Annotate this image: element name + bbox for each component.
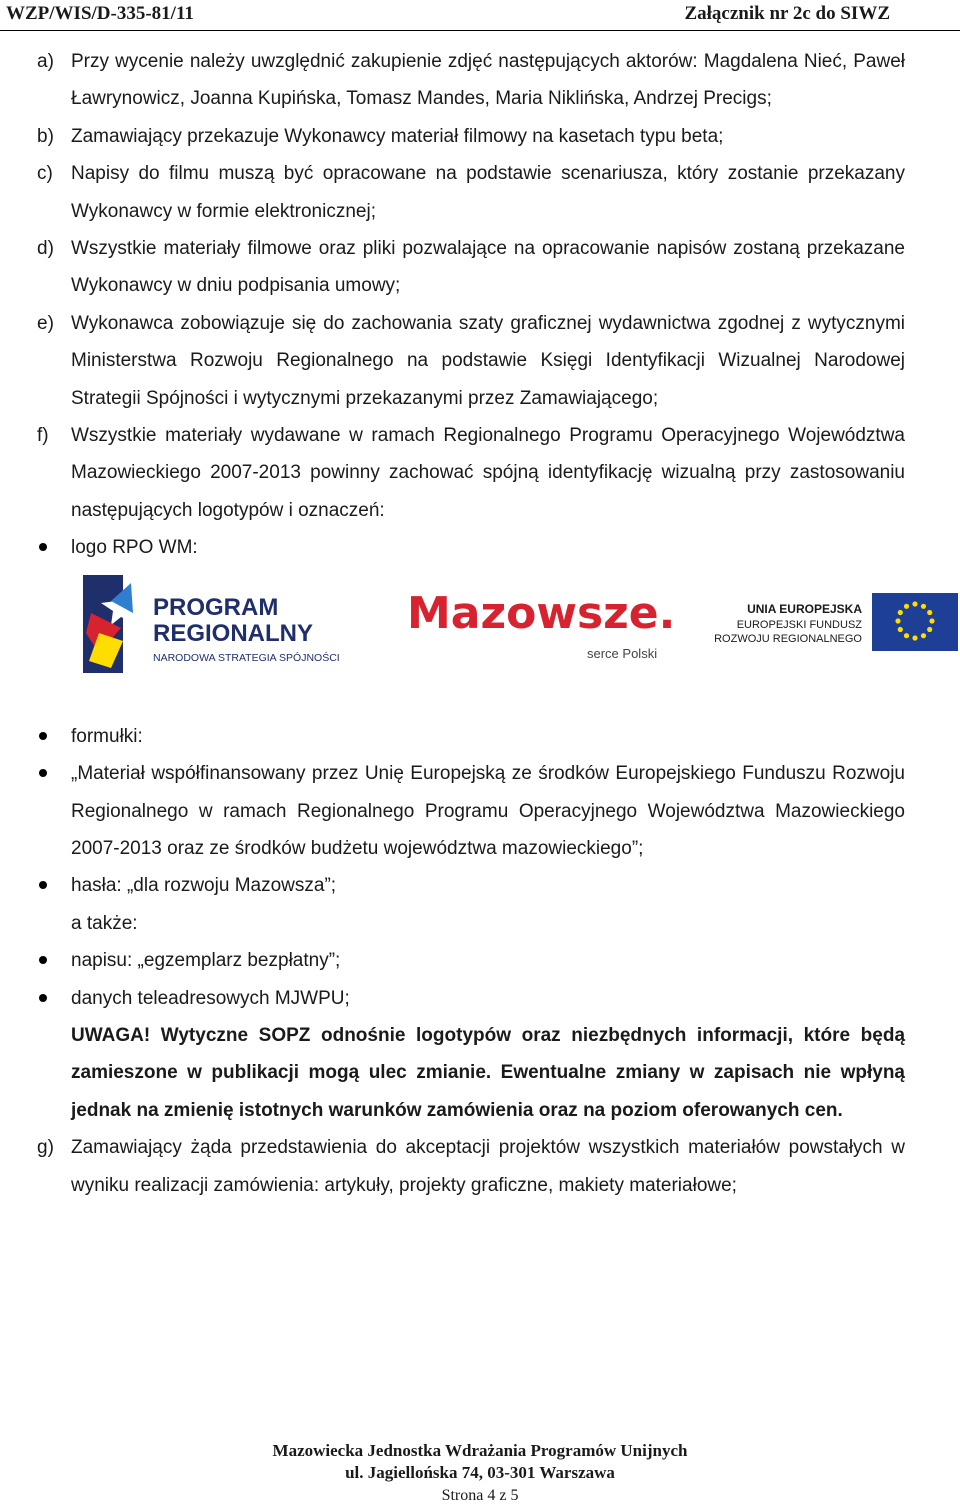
item-marker: f) bbox=[37, 425, 49, 447]
program-regionalny-logo bbox=[81, 573, 401, 678]
eu-line1: UNIA EUROPEJSKA bbox=[747, 601, 862, 616]
also-line: a także: bbox=[71, 912, 138, 934]
bullet-icon bbox=[37, 755, 71, 867]
list-item-f bbox=[37, 417, 905, 529]
bullet-icon bbox=[37, 980, 71, 1017]
bullet-haslo bbox=[37, 867, 905, 904]
bullet-icon bbox=[37, 529, 71, 566]
eu-line3: ROZWOJU REGIONALNEGO bbox=[714, 632, 862, 645]
bullet-dane bbox=[37, 980, 905, 1017]
bullet-formulki bbox=[37, 718, 905, 755]
item-marker: a) bbox=[37, 51, 54, 72]
program-line2: REGIONALNY bbox=[153, 619, 314, 647]
mazowsze-tagline: serce Polski bbox=[587, 645, 658, 661]
bullet-icon bbox=[37, 867, 71, 904]
eu-logo bbox=[712, 591, 960, 661]
mazowsze-wordmark: Mazowsze. bbox=[407, 587, 676, 639]
warning-text: Wytyczne SOPZ odnośnie logotypów oraz niezbędnych informacji, które będą zamieszone w publikacji mogą ulec zmianie. Ewentualne zmiany w zapisach nie wpłyną jednak na zmienię istotnych warunków zamówienia oraz na poziom oferowanych cen. bbox=[71, 1024, 906, 1121]
program-line3: NARODOWA STRATEGIA SPÓJNOŚCI bbox=[153, 651, 340, 664]
eu-line2: EUROPEJSKI FUNDUSZ bbox=[736, 618, 862, 631]
list-item-d bbox=[37, 230, 905, 305]
page-number: Strona 4 z 5 bbox=[441, 1487, 519, 1504]
item-text: Przy wycenie należy uwzględnić zakupienie zdjęć następujących aktorów: Magdalena Nieć, Paweł Ławrynowicz, Joanna Kupińska, Tomasz Mandes, Maria Niklińska, Andrzej Precigs; bbox=[71, 51, 905, 110]
warning-note bbox=[37, 1017, 905, 1129]
item-text: Zamawiający żąda przedstawienia do akceptacji projektów wszystkich materiałów powstałych w wyniku realizacji zamówienia: artykuły, projekty graficzne, makiety materiałowe; bbox=[71, 1137, 905, 1196]
attachment-label: Załącznik nr 2c do SIWZ bbox=[684, 3, 890, 24]
logo-strip bbox=[37, 573, 905, 718]
bullet-text: hasła: „dla rozwoju Mazowsza”; bbox=[71, 875, 337, 897]
list-item-g bbox=[37, 1129, 905, 1204]
list-item-b bbox=[37, 118, 905, 155]
list-item-a bbox=[37, 43, 905, 118]
item-text: Wszystkie materiały wydawane w ramach Regionalnego Programu Operacyjnego Województwa Mazowieckiego 2007-2013 powinny zachować spójną identyfikację wizualną przy zastosowaniu następujących logotypów i oznaczeń: bbox=[71, 425, 905, 521]
item-marker: c) bbox=[37, 163, 53, 185]
bullet-text: „Materiał współfinansowany przez Unię Europejską ze środków Europejskiego Funduszu Rozwoju Regionalnego w ramach Regionalnego Programu Operacyjnego Województwa Mazowieckiego 2007-2013 oraz ze środków budżetu województwa mazowieckiego”; bbox=[71, 763, 905, 859]
item-marker: b) bbox=[37, 125, 54, 147]
bullet-napis bbox=[37, 942, 905, 979]
item-marker: e) bbox=[37, 312, 54, 334]
bullet-text: napisu: „egzemplarz bezpłatny”; bbox=[71, 950, 341, 972]
program-line1: PROGRAM bbox=[153, 593, 279, 621]
document-reference: WZP/WIS/D-335-81/11 bbox=[6, 3, 194, 24]
page-header bbox=[0, 0, 960, 31]
mazowsze-logo bbox=[387, 583, 687, 673]
footer-address: ul. Jagiellońska 74, 03-301 Warszawa bbox=[345, 1463, 615, 1482]
item-marker: d) bbox=[37, 238, 54, 260]
bullet-text: formułki: bbox=[71, 725, 143, 747]
footer-organization: Mazowiecka Jednostka Wdrażania Programów Unijnych bbox=[272, 1441, 688, 1460]
bullet-icon bbox=[37, 942, 71, 979]
list-item-e bbox=[37, 305, 905, 417]
item-text: Napisy do filmu muszą być opracowane na podstawie scenariusza, który zostanie przekazany Wykonawcy w formie elektronicznej; bbox=[71, 163, 905, 222]
warning-label: UWAGA! bbox=[71, 1024, 151, 1046]
item-text: Wszystkie materiały filmowe oraz pliki pozwalające na opracowanie napisów zostaną przekazane Wykonawcy w dniu podpisania umowy; bbox=[71, 238, 905, 297]
item-marker: g) bbox=[37, 1137, 54, 1159]
bullet-text: danych teleadresowych MJWPU; bbox=[71, 987, 350, 1009]
bullet-icon bbox=[37, 718, 71, 755]
item-text: Zamawiający przekazuje Wykonawcy materiał filmowy na kasetach typu beta; bbox=[71, 125, 724, 147]
bullet-quote bbox=[37, 755, 905, 867]
list-item-c bbox=[37, 155, 905, 230]
item-text: Wykonawca zobowiązuje się do zachowania szaty graficznej wydawnictwa zgodnej z wytycznymi Ministerstwa Rozwoju Regionalnego na podstawie Księgi Identyfikacji Wizualnej Narodowej Strategii Spójności i wytycznymi przekazanymi przez Zamawiającego; bbox=[71, 312, 905, 409]
document-body bbox=[37, 43, 905, 1204]
bullet-text: logo RPO WM: bbox=[71, 537, 198, 559]
page-footer bbox=[0, 1440, 960, 1508]
bullet-logo bbox=[37, 529, 905, 566]
